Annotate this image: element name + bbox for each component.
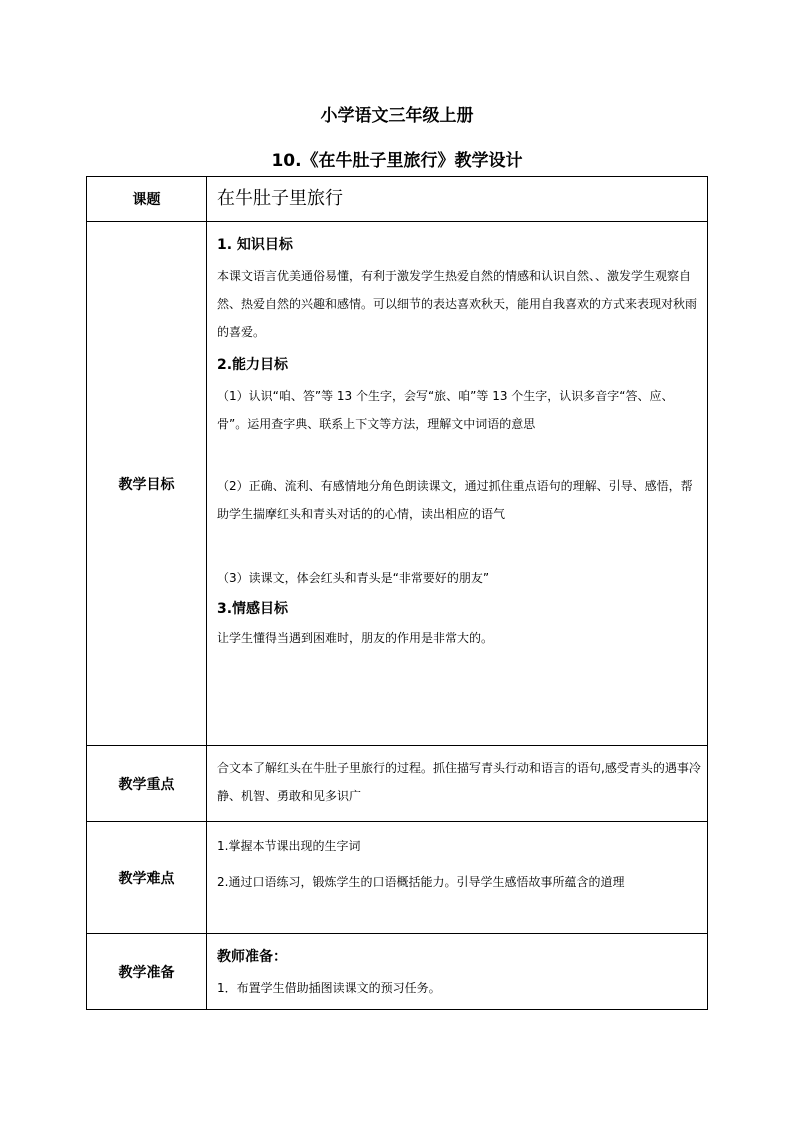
ability-goal-2: （2）正确、流利、有感情地分角色朗读课文，通过抓住重点语句的理解、引导、感悟，帮助学生揣摩红头和青头对话的的心情，读出相应的语气 <box>217 479 693 521</box>
emotion-goal-heading: 3.情感目标 <box>217 601 289 617</box>
difficulty-item-2: 2.通过口语练习，锻炼学生的口语概括能力。引导学生感悟故事所蕴含的道理 <box>217 875 625 889</box>
knowledge-goal-heading: 1. 知识目标 <box>217 237 293 253</box>
ability-goal-1: （1）认识“咱、答”等 13 个生字，会写“旅、咱”等 13 个生字，认识多音字“答、应、骨”。运用查字典、联系上下文等方法，理解文中词语的意思 <box>217 389 674 431</box>
ability-goal-3: （3）读课文，体会红头和青头是“非常要好的朋友” <box>217 571 490 585</box>
topic-value: 在牛肚子里旅行 <box>217 188 343 209</box>
prep-item-1: 1．布置学生借助插图读课文的预习任务。 <box>217 981 441 995</box>
preparation-cell <box>207 934 708 1010</box>
topic-row <box>87 177 708 222</box>
key-points-row <box>87 746 708 822</box>
knowledge-goal-text: 本课文语言优美通俗易懂，有利于激发学生热爱自然的情感和认识自然、、激发学生观察自然、热爱自然的兴趣和感情。可以细节的表达喜欢秋天，能用自我喜欢的方式来表现对秋雨的喜爱。 <box>217 269 698 339</box>
key-points-cell <box>207 746 708 822</box>
key-points-label: 教学重点 <box>87 746 207 822</box>
goals-label: 教学目标 <box>87 222 207 746</box>
preparation-label: 教学准备 <box>87 934 207 1010</box>
lesson-title: 10.《在牛肚子里旅行》教学设计 <box>271 151 523 171</box>
goals-cell <box>207 222 708 746</box>
difficulties-label: 教学难点 <box>87 822 207 934</box>
teacher-prep-heading: 教师准备： <box>217 949 287 965</box>
difficulties-row <box>87 822 708 934</box>
goals-row <box>87 222 708 746</box>
page-title: 小学语文三年级上册 <box>320 106 474 126</box>
ability-goal-heading: 2.能力目标 <box>217 357 289 373</box>
preparation-row <box>87 934 708 1010</box>
lesson-plan-table <box>86 176 708 1010</box>
difficulty-item-1: 1.掌握本节课出现的生字词 <box>217 839 361 853</box>
key-points-text: 合文本了解红头在牛肚子里旅行的过程。抓住描写青头行动和语言的语句,感受青头的遇事冷静、机智、勇敢和见多识广 <box>217 761 701 803</box>
topic-cell <box>207 177 708 222</box>
difficulties-cell <box>207 822 708 934</box>
emotion-goal-text: 让学生懂得当遇到困难时，朋友的作用是非常大的。 <box>217 631 494 645</box>
topic-label: 课题 <box>87 177 207 222</box>
